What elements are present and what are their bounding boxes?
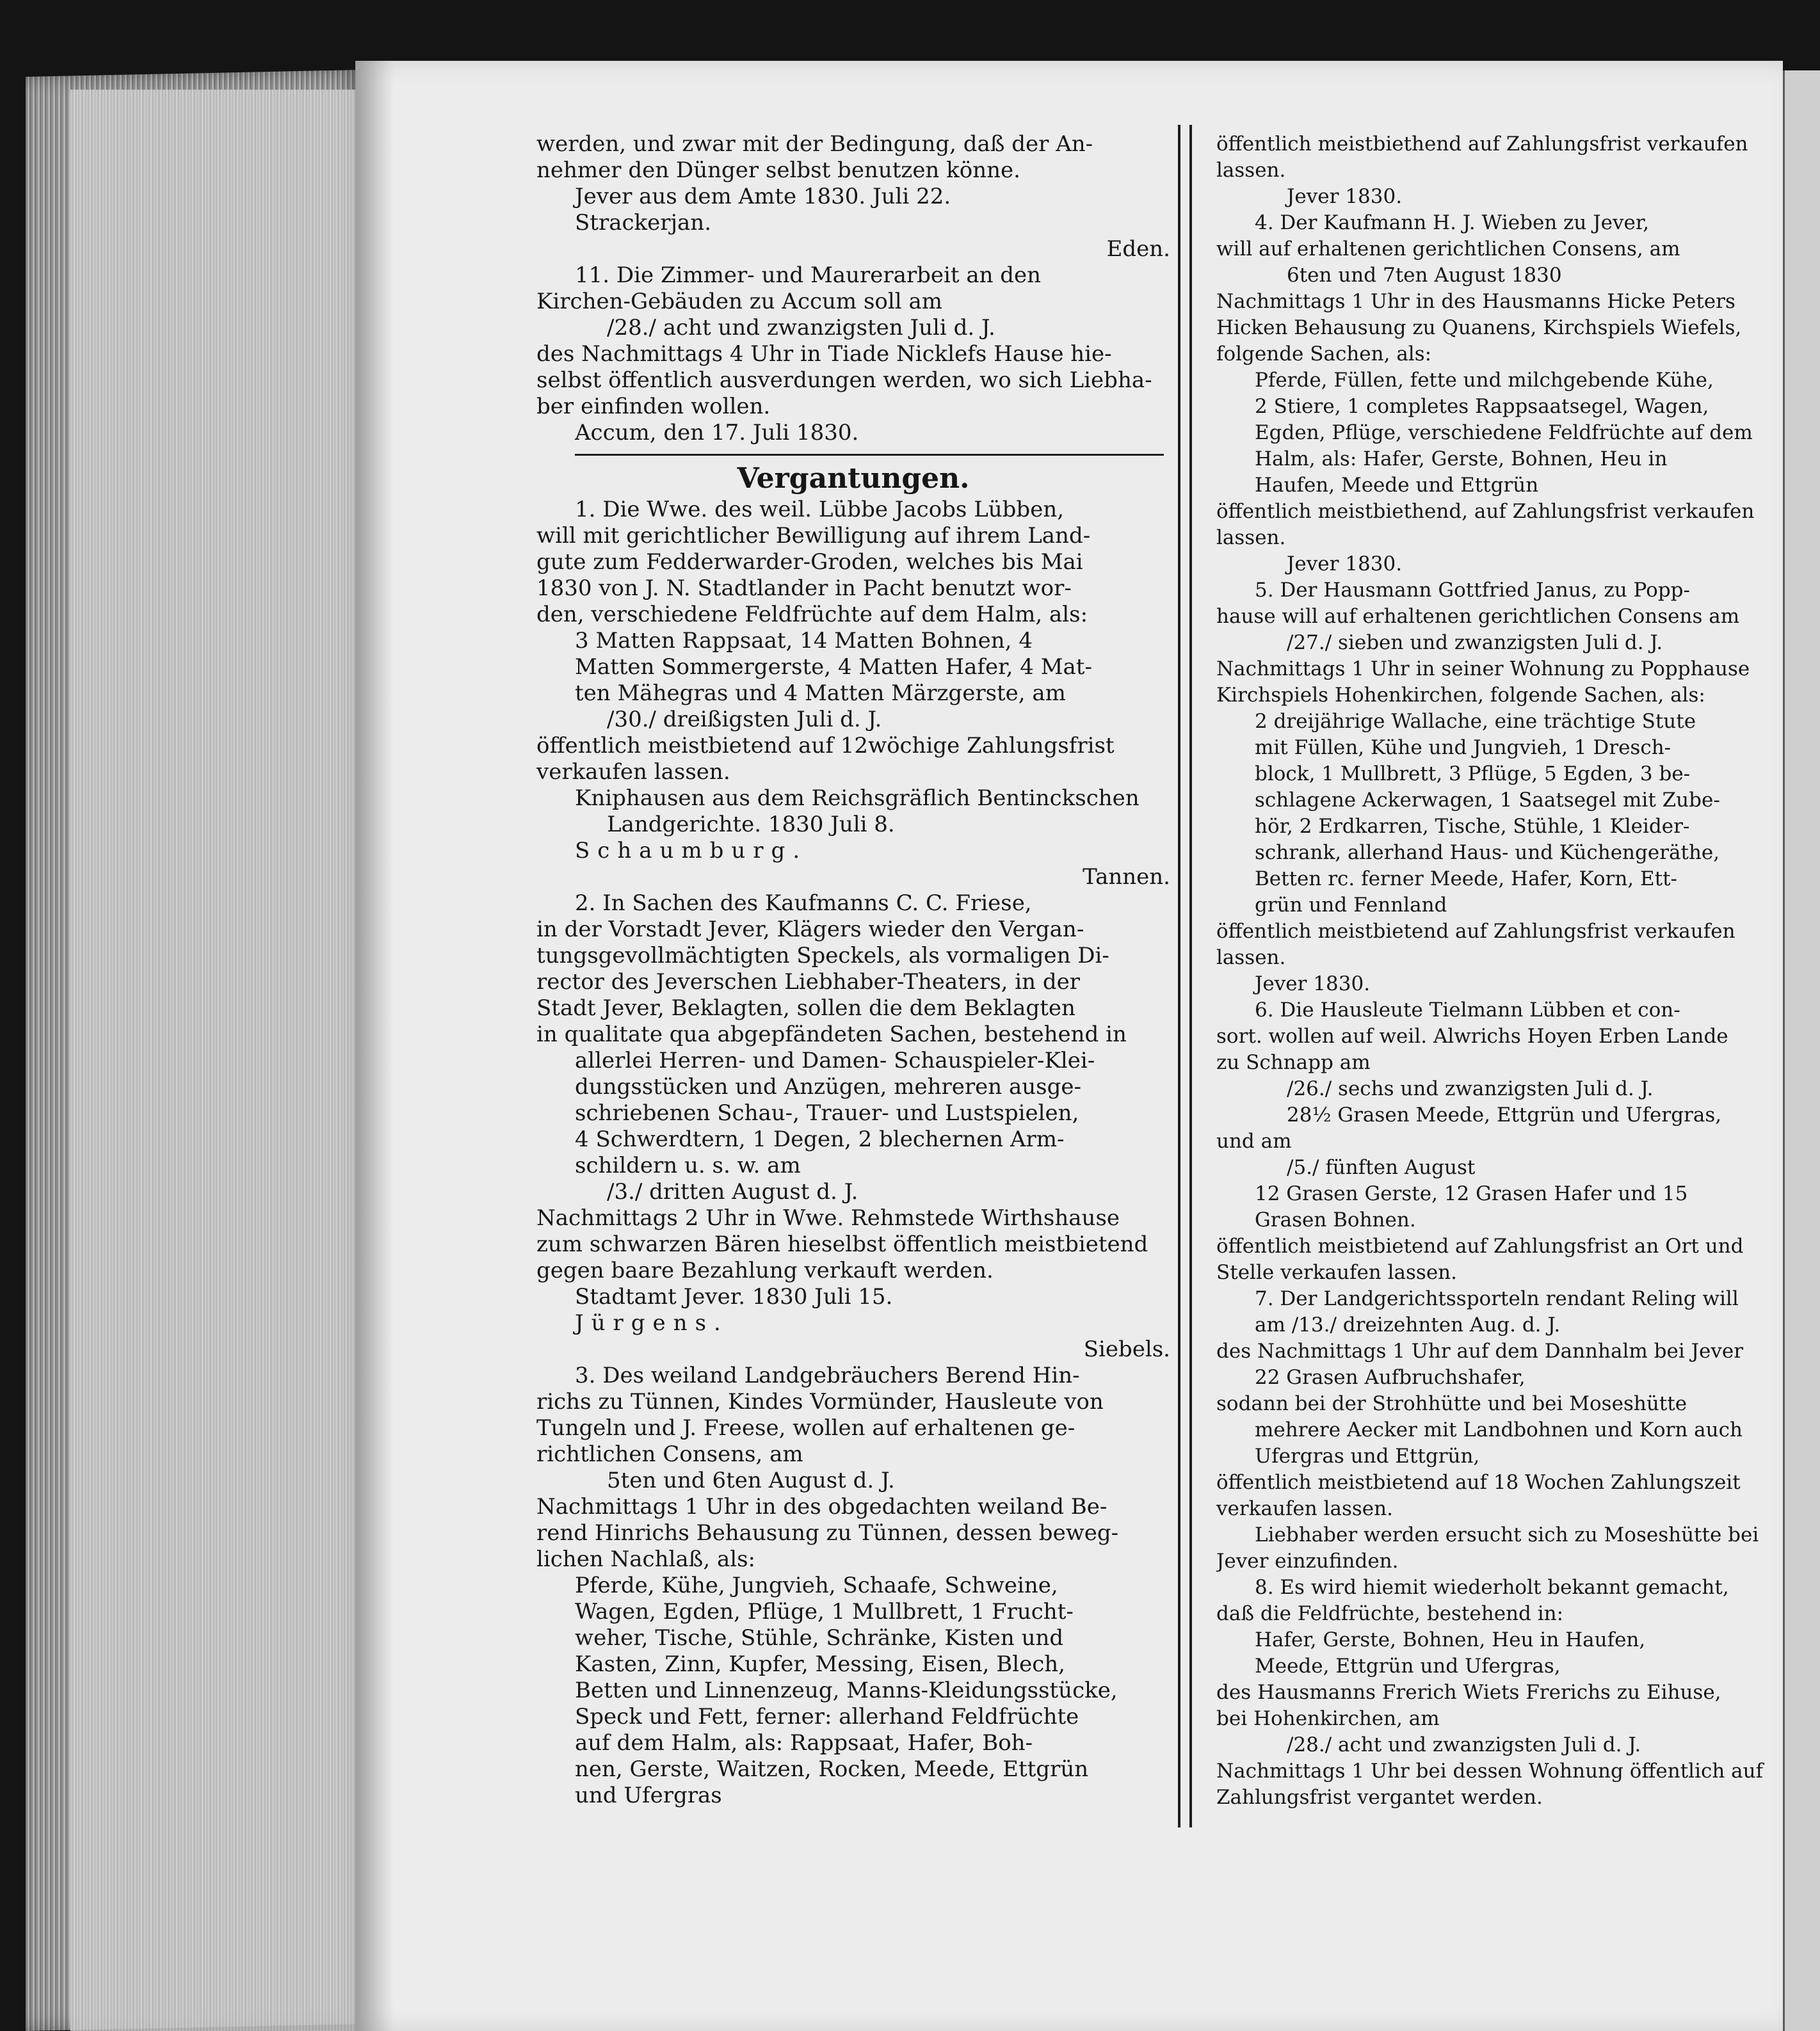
text-line: 5ten und 6ten August d. J. xyxy=(607,1468,895,1493)
text-line: /30./ dreißigsten Juli d. J. xyxy=(607,707,882,732)
text-line: 22 Grasen Aufbruchshafer, xyxy=(1255,1366,1526,1389)
text-line: /3./ dritten August d. J. xyxy=(607,1179,858,1205)
text-line: in qualitate qua abgepfändeten Sachen, bestehend in xyxy=(536,1022,1127,1047)
text-line: und am xyxy=(1216,1130,1292,1153)
text-line: sodann bei der Strohhütte und bei Moseshütte xyxy=(1216,1392,1687,1415)
text-line: Jever 1830. xyxy=(1287,552,1403,575)
text-line: lassen. xyxy=(1216,526,1286,549)
text-line: Eden. xyxy=(1106,236,1170,262)
text-line: mehrere Aecker mit Landbohnen und Korn auch xyxy=(1255,1418,1743,1441)
text-line: des Nachmittags 1 Uhr auf dem Dannhalm bei Jever xyxy=(1216,1340,1744,1363)
text-line: tungsgevollmächtigten Speckels, als vormaligen Di- xyxy=(536,943,1109,968)
text-line: Landgerichte. 1830 Juli 8. xyxy=(607,812,895,837)
text-line: Jürgens. xyxy=(575,1310,729,1336)
text-line: Jever einzufinden. xyxy=(1216,1550,1399,1573)
text-line: Stelle verkaufen lassen. xyxy=(1216,1261,1457,1284)
text-line: grün und Fennland xyxy=(1255,894,1447,917)
text-line: sort. wollen auf weil. Alwrichs Hoyen Erben Lande xyxy=(1216,1025,1728,1048)
text-line: nen, Gerste, Waitzen, Rocken, Meede, Ettgrün xyxy=(575,1756,1089,1782)
text-line: öffentlich meistbietend auf 18 Wochen Zahlungszeit xyxy=(1216,1471,1741,1494)
text-line: Nachmittags 2 Uhr in Wwe. Rehmstede Wirthshause xyxy=(536,1205,1120,1231)
binding-shadow xyxy=(355,61,394,2031)
text-line: zum schwarzen Bären hieselbst öffentlich meistbietend xyxy=(536,1232,1148,1257)
text-line: /5./ fünften August xyxy=(1287,1156,1476,1179)
text-line: Speck und Fett, ferner: allerhand Feldfrüchte xyxy=(575,1704,1079,1730)
section-heading: Vergantungen. xyxy=(737,462,970,495)
text-line: Hafer, Gerste, Bohnen, Heu in Haufen, xyxy=(1255,1628,1646,1651)
text-line: mit Füllen, Kühe und Jungvieh, 1 Dresch- xyxy=(1255,736,1671,759)
text-line: /28./ acht und zwanzigsten Juli d. J. xyxy=(1287,1733,1641,1756)
text-line: will auf erhaltenen gerichtlichen Consens, am xyxy=(1216,237,1680,261)
text-line: 8. Es wird hiemit wiederholt bekannt gemacht, xyxy=(1255,1576,1729,1599)
text-line: folgende Sachen, als: xyxy=(1216,342,1432,365)
text-line: rend Hinrichs Behausung zu Tünnen, dessen beweg- xyxy=(536,1520,1119,1546)
text-line: bei Hohenkirchen, am xyxy=(1216,1707,1440,1730)
text-line: Kirchspiels Hohenkirchen, folgende Sachen, als: xyxy=(1216,684,1705,707)
text-line: block, 1 Mullbrett, 3 Pflüge, 5 Egden, 3 be- xyxy=(1255,762,1691,785)
facing-page-sliver xyxy=(1783,70,1820,2031)
text-line: 3 Matten Rappsaat, 14 Matten Bohnen, 4 xyxy=(575,628,1033,654)
text-line: lassen. xyxy=(1216,946,1286,969)
text-line: Pferde, Füllen, fette und milchgebende Kühe, xyxy=(1255,369,1714,392)
text-line: schriebenen Schau-, Trauer- und Lustspielen, xyxy=(575,1100,1079,1126)
text-line: Accum, den 17. Juli 1830. xyxy=(575,420,859,446)
text-line: Kasten, Zinn, Kupfer, Messing, Eisen, Blech, xyxy=(575,1651,1065,1677)
text-line: 4 Schwerdtern, 1 Degen, 2 blechernen Arm- xyxy=(575,1127,1065,1152)
text-line: am /13./ dreizehnten Aug. d. J. xyxy=(1255,1313,1561,1337)
text-line: 28½ Grasen Meede, Ettgrün und Ufergras, xyxy=(1287,1104,1722,1127)
text-line: 2 Stiere, 1 completes Rappsaatsegel, Wagen, xyxy=(1255,395,1709,418)
book-page-edges-highlight xyxy=(70,90,358,2031)
text-line: 1. Die Wwe. des weil. Lübbe Jacobs Lübben, xyxy=(575,497,1065,522)
text-line: weher, Tische, Stühle, Schränke, Kisten und xyxy=(575,1625,1064,1651)
text-line: Meede, Ettgrün und Ufergras, xyxy=(1255,1655,1561,1678)
text-line: ber einfinden wollen. xyxy=(536,394,771,419)
text-line: des Hausmanns Frerich Wiets Frerichs zu Eihuse, xyxy=(1216,1681,1721,1704)
text-line: Matten Sommergerste, 4 Matten Hafer, 4 Mat- xyxy=(575,654,1092,680)
text-line: Zahlungsfrist vergantet werden. xyxy=(1216,1786,1543,1809)
text-line: ten Mähegras und 4 Matten Märzgerste, am xyxy=(575,680,1066,706)
text-line: 7. Der Landgerichtssporteln rendant Reling will xyxy=(1255,1287,1739,1310)
text-line: 1830 von J. N. Stadtlander in Pacht benutzt wor- xyxy=(536,575,1072,601)
text-line: verkaufen lassen. xyxy=(536,759,730,785)
text-line: öffentlich meistbietend auf Zahlungsfrist an Ort und xyxy=(1216,1235,1744,1258)
text-line: öffentlich meistbiethend, auf Zahlungsfrist verkaufen xyxy=(1216,500,1755,523)
text-line: Ufergras und Ettgrün, xyxy=(1255,1445,1480,1468)
text-line: Siebels. xyxy=(1083,1337,1170,1362)
text-line: 6ten und 7ten August 1830 xyxy=(1287,264,1562,287)
text-line: gute zum Fedderwarder-Groden, welches bis Mai xyxy=(536,549,1083,575)
text-line: werden, und zwar mit der Bedingung, daß der An- xyxy=(536,131,1093,157)
text-line: Nachmittags 1 Uhr in seiner Wohnung zu Popphause xyxy=(1216,657,1750,680)
text-line: öffentlich meistbietend auf Zahlungsfrist verkaufen xyxy=(1216,920,1735,943)
text-line: 6. Die Hausleute Tielmann Lübben et con- xyxy=(1255,999,1680,1022)
text-line: gegen baare Bezahlung verkauft werden. xyxy=(536,1258,994,1283)
text-line: öffentlich meistbiethend auf Zahlungsfrist verkaufen xyxy=(1216,132,1748,156)
text-line: und Ufergras xyxy=(575,1783,722,1808)
column-divider-rule xyxy=(1178,125,1192,1827)
text-line: Jever 1830. xyxy=(1287,185,1403,208)
text-line: rector des Jeverschen Liebhaber-Theaters, in der xyxy=(536,969,1081,995)
text-line: /27./ sieben und zwanzigsten Juli d. J. xyxy=(1287,631,1663,654)
text-line: Egden, Pflüge, verschiedene Feldfrüchte auf dem xyxy=(1255,421,1753,444)
text-line: des Nachmittags 4 Uhr in Tiade Nicklefs Hause hie- xyxy=(536,341,1112,367)
text-line: Pferde, Kühe, Jungvieh, Schaafe, Schweine, xyxy=(575,1573,1058,1598)
text-line: 4. Der Kaufmann H. J. Wieben zu Jever, xyxy=(1255,211,1650,234)
text-line: schrank, allerhand Haus- und Küchengeräthe, xyxy=(1255,841,1720,864)
text-line: verkaufen lassen. xyxy=(1216,1497,1393,1520)
text-line: Nachmittags 1 Uhr in des obgedachten weiland Be- xyxy=(536,1494,1107,1520)
text-line: schildern u. s. w. am xyxy=(575,1153,801,1178)
text-line: Halm, als: Hafer, Gerste, Bohnen, Heu in xyxy=(1255,447,1668,470)
right-text-column xyxy=(1216,131,1780,1811)
text-line: öffentlich meistbietend auf 12wöchige Zahlungsfrist xyxy=(536,733,1115,759)
text-line: lassen. xyxy=(1216,159,1286,182)
text-line: Stadt Jever, Beklagten, sollen die dem Beklagten xyxy=(536,995,1075,1021)
text-line: allerlei Herren- und Damen- Schauspieler-Klei- xyxy=(575,1048,1095,1073)
text-line: Hicken Behausung zu Quanens, Kirchspiels Wiefels, xyxy=(1216,316,1742,339)
text-line: Stadtamt Jever. 1830 Juli 15. xyxy=(575,1284,893,1310)
text-line: Liebhaber werden ersucht sich zu Moseshütte bei xyxy=(1255,1523,1759,1546)
text-line: 2. In Sachen des Kaufmanns C. C. Friese, xyxy=(575,890,1032,916)
text-line: hör, 2 Erdkarren, Tische, Stühle, 1 Kleider- xyxy=(1255,815,1690,838)
text-line: Nachmittags 1 Uhr bei dessen Wohnung öffentlich auf xyxy=(1216,1760,1764,1783)
text-line: 2 dreijährige Wallache, eine trächtige Stute xyxy=(1255,710,1696,733)
text-line: Tannen. xyxy=(1083,864,1170,890)
text-line: 5. Der Hausmann Gottfried Janus, zu Popp- xyxy=(1255,579,1690,602)
text-line: Betten und Linnenzeug, Manns-Kleidungsstücke, xyxy=(575,1678,1118,1703)
section-rule xyxy=(575,454,1164,456)
left-text-column xyxy=(536,131,1170,1809)
text-line: auf dem Halm, als: Rappsaat, Hafer, Boh- xyxy=(575,1730,1033,1756)
text-line: Strackerjan. xyxy=(575,210,712,236)
text-line: 11. Die Zimmer- und Maurerarbeit an den xyxy=(575,262,1042,288)
text-line: den, verschiedene Feldfrüchte auf dem Halm, als: xyxy=(536,602,1088,627)
text-line: hause will auf erhaltenen gerichtlichen Consens am xyxy=(1216,605,1740,628)
text-line: Kirchen-Gebäuden zu Accum soll am xyxy=(536,289,942,314)
text-line: Wagen, Egden, Pflüge, 1 Mullbrett, 1 Frucht- xyxy=(575,1599,1074,1625)
text-line: Betten rc. ferner Meede, Hafer, Korn, Ett- xyxy=(1255,867,1678,890)
text-line: Nachmittags 1 Uhr in des Hausmanns Hicke Peters xyxy=(1216,290,1735,313)
text-line: Jever 1830. xyxy=(1255,972,1371,995)
text-line: Grasen Bohnen. xyxy=(1255,1208,1416,1232)
text-line: richs zu Tünnen, Kindes Vormünder, Hausleute von xyxy=(536,1389,1104,1415)
text-line: Kniphausen aus dem Reichsgräflich Bentinckschen xyxy=(575,785,1140,811)
text-line: Haufen, Meede und Ettgrün xyxy=(1255,474,1539,497)
text-line: in der Vorstadt Jever, Klägers wieder den Vergan- xyxy=(536,917,1084,942)
text-line: nehmer den Dünger selbst benutzen könne. xyxy=(536,157,1020,183)
text-line: zu Schnapp am xyxy=(1216,1051,1371,1074)
text-line: schlagene Ackerwagen, 1 Saatsegel mit Zube- xyxy=(1255,789,1720,812)
text-line: dungsstücken und Anzügen, mehreren ausge- xyxy=(575,1074,1081,1100)
text-line: selbst öffentlich ausverdungen werden, wo sich Liebha- xyxy=(536,367,1152,393)
text-line: /26./ sechs und zwanzigsten Juli d. J. xyxy=(1287,1077,1654,1100)
text-line: /28./ acht und zwanzigsten Juli d. J. xyxy=(607,315,995,341)
text-line: 3. Des weiland Landgebräuchers Berend Hin- xyxy=(575,1363,1080,1388)
text-line: Tungeln und J. Freese, wollen auf erhaltenen ge- xyxy=(536,1415,1075,1441)
text-line: Schaumburg. xyxy=(575,838,808,863)
text-line: daß die Feldfrüchte, bestehend in: xyxy=(1216,1602,1564,1625)
text-line: richtlichen Consens, am xyxy=(536,1441,803,1467)
text-line: will mit gerichtlicher Bewilligung auf ihrem Land- xyxy=(536,523,1091,549)
text-line: 12 Grasen Gerste, 12 Grasen Hafer und 15 xyxy=(1255,1182,1688,1205)
text-line: lichen Nachlaß, als: xyxy=(536,1546,755,1572)
text-line: Jever aus dem Amte 1830. Juli 22. xyxy=(575,184,951,209)
